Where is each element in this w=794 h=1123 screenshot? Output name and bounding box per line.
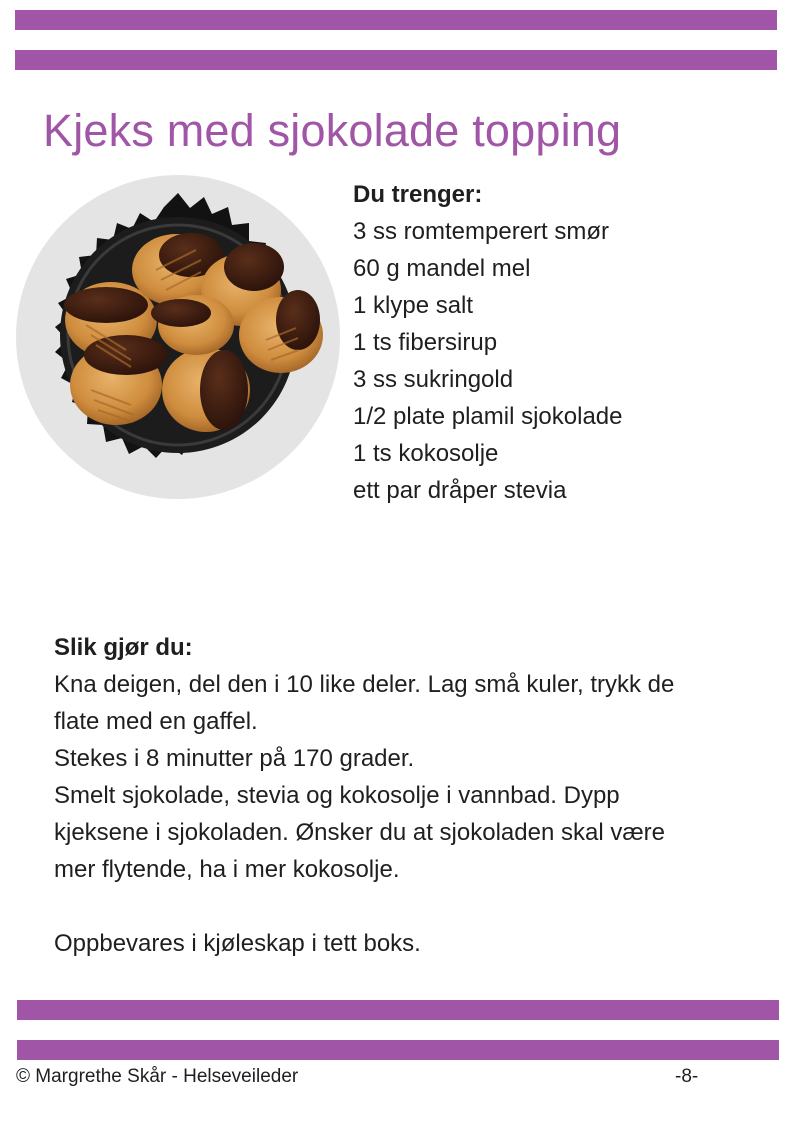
storage-note: Oppbevares i kjøleskap i tett boks. xyxy=(54,930,421,957)
method-section xyxy=(54,629,764,962)
page-number: -8- xyxy=(675,1066,699,1087)
ingredient-item: 1 klype salt xyxy=(353,292,474,319)
method-line: kjeksene i sjokoladen. Ønsker du at sjokoladen skal være xyxy=(54,819,665,846)
ingredient-item: 1 ts kokosolje xyxy=(353,440,499,467)
method-heading: Slik gjør du: xyxy=(54,634,193,661)
ingredient-item: 3 ss sukringold xyxy=(353,366,514,393)
header-bar-top xyxy=(15,10,777,30)
method-line: Stekes i 8 minutter på 170 grader. xyxy=(54,745,415,772)
footer-bar-top xyxy=(17,1000,779,1020)
ingredient-item: 1/2 plate plamil sjokolade xyxy=(353,403,623,430)
ingredient-item: 1 ts fibersirup xyxy=(353,329,498,356)
footer-copyright: © Margrethe Skår - Helseveileder xyxy=(16,1066,299,1087)
ingredient-item: ett par dråper stevia xyxy=(353,477,567,504)
header-bar-bottom xyxy=(15,50,777,70)
method-spacer xyxy=(54,888,764,925)
ingredients-section xyxy=(353,176,623,509)
ingredients-heading: Du trenger: xyxy=(353,181,483,208)
ingredient-item: 3 ss romtemperert smør xyxy=(353,218,610,245)
method-line: Kna deigen, del den i 10 like deler. Lag små kuler, trykk de xyxy=(54,671,675,698)
method-line: Smelt sjokolade, stevia og kokosolje i vannbad. Dypp xyxy=(54,782,620,809)
footer-bar-bottom xyxy=(17,1040,779,1060)
cookies-photo xyxy=(16,175,340,499)
ingredient-item: 60 g mandel mel xyxy=(353,255,531,282)
method-line: flate med en gaffel. xyxy=(54,708,258,735)
method-line: mer flytende, ha i mer kokosolje. xyxy=(54,856,400,883)
recipe-title: Kjeks med sjokolade topping xyxy=(43,105,622,156)
